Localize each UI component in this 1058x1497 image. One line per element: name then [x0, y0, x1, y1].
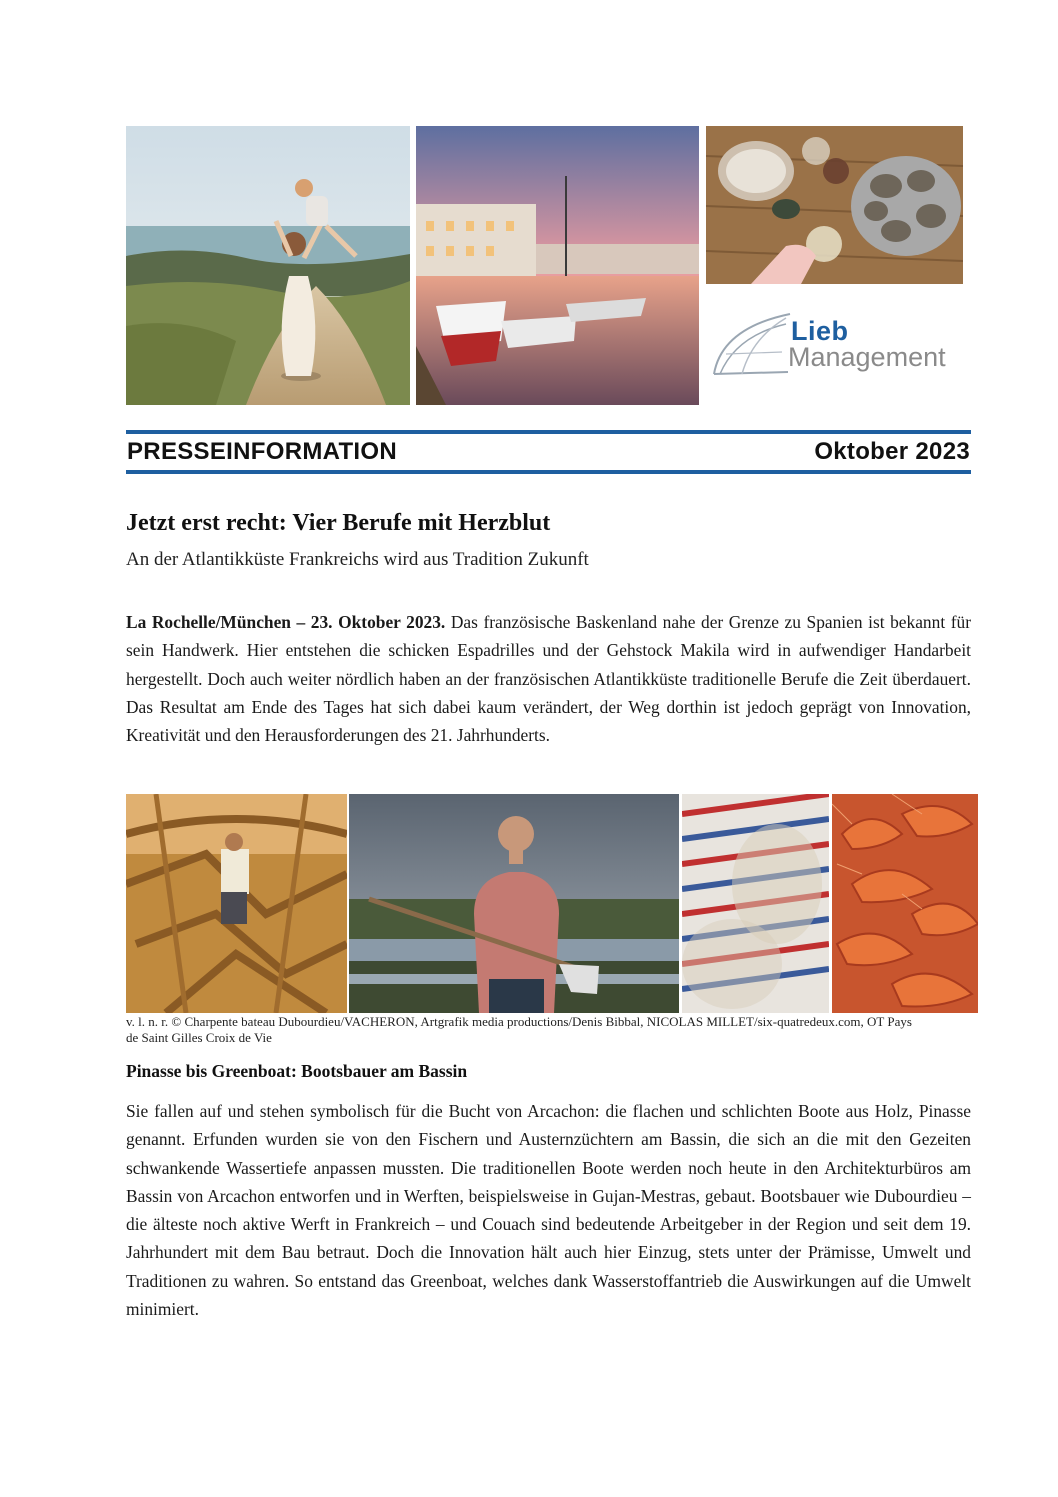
espadrilles-photo [682, 794, 829, 1013]
subheadline: An der Atlantikküste Frankreichs wird aus Tradition Zukunft [126, 549, 589, 570]
photo-credits: v. l. n. r. © Charpente bateau Dubourdieu/VACHERON, Artgrafik media productions/Denis Bibbal, NICOLAS MILLET/six-quatredeux.com, OT Pays de Saint Gilles Croix de Vie [126, 1014, 912, 1045]
headline: Jetzt erst recht: Vier Berufe mit Herzblut [126, 510, 551, 536]
header-rule-bottom [126, 470, 971, 474]
logo-text-management: Management [788, 342, 946, 372]
section-title: Pinasse bis Greenboat: Bootsbauer am Bassin [126, 1061, 468, 1081]
boatbuilder-photo [126, 794, 347, 1013]
harbor-photo [416, 126, 699, 405]
logo-text-lieb: Lieb [791, 316, 849, 346]
salt-worker-photo [349, 794, 679, 1013]
shrimp-photo [832, 794, 978, 1013]
lieb-management-logo [712, 306, 964, 386]
dateline: La Rochelle/München – 23. Oktober 2023. [126, 612, 446, 632]
header-rule-top [126, 430, 971, 434]
issue-date: Oktober 2023 [814, 438, 970, 465]
oysters-photo [706, 126, 963, 284]
beach-photo [126, 126, 410, 405]
section-body: Sie fallen auf und stehen symbolisch für die Bucht von Arcachon: die flachen und schlichten Boote aus Holz, Pinasse genannt. Erfunden wurden sie von den Fischern und Austernzüchtern am Bassin, die sich an die mit den Gezeiten schwankende Wassertiefe anpassen mussten. Die traditionellen Boote werden noch heute in den Architekturbüros am Bassin von Arcachon entworfen und in Werften, beispielsweise in Gujan-Mestras, gebaut. Bootsbauer wie Dubourdieu – die älteste noch aktive Werft in Frankreich – und Couach sind bedeutende Arbeitgeber in der Region und seit dem 19. Jahrhundert mit dem Bau betraut. Doch die Innovation hält auch hier Einzug, stets unter der Prämisse, Umwelt und Traditionen zu wahren. So entstand das Greenboat, welches dank Wasserstoffantrieb die Auswirkungen auf die Umwelt minimiert. [126, 1101, 971, 1320]
logo-arc-icon [712, 308, 792, 378]
intro-paragraph [126, 608, 971, 749]
press-info-label: PRESSEINFORMATION [127, 438, 398, 465]
intro-text: Das französische Baskenland nahe der Grenze zu Spanien ist bekannt für sein Handwerk. Hier entstehen die schicken Espadrilles und der Gehstock Makila wird in aufwendiger Handarbeit hergestellt. Doch auch weiter nördlich haben an der französischen Atlantikküste traditionelle Berufe die Zeit überdauert. Das Resultat am Ende des Tages hat sich dabei kaum verändert, der Weg dorthin ist jedoch geprägt von Innovation, Kreativität und den Herausforderungen des 21. Jahrhunderts. [126, 612, 971, 746]
